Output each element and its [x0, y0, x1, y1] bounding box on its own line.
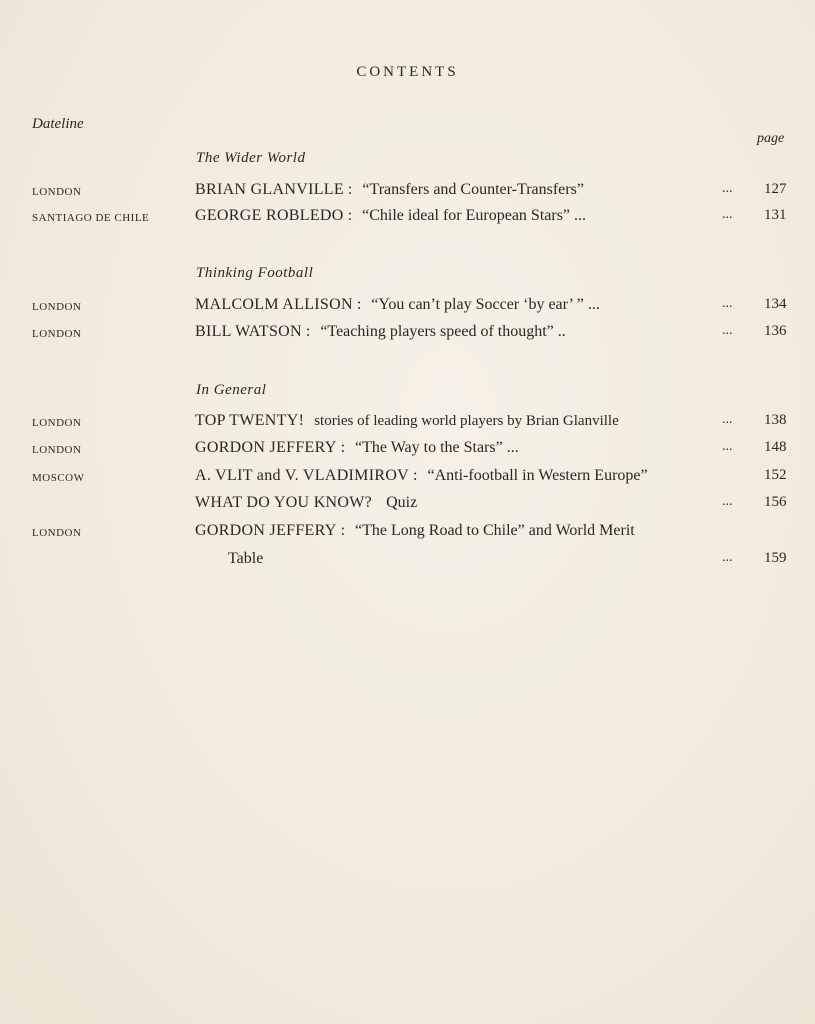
toc-entry [0, 207, 815, 231]
dateline-place: LONDON [32, 527, 82, 539]
entry-text [195, 296, 730, 314]
dateline-place: LONDON [32, 186, 82, 198]
toc-entry [0, 412, 815, 436]
dateline-place: LONDON [32, 444, 82, 456]
dateline-place: SANTIAGO DE CHILE [32, 212, 150, 224]
entry-leader: ... [722, 412, 733, 427]
entry-author: GORDON JEFFERY [195, 439, 337, 456]
entry-title: “Chile ideal for European Stars” ... [362, 207, 587, 224]
entry-leader: ... [722, 494, 733, 509]
entry-author: GEORGE ROBLEDO [195, 207, 344, 224]
entry-text [195, 467, 755, 485]
entry-title: “Transfers and Counter-Transfers” [362, 181, 584, 198]
entry-text [195, 522, 755, 540]
page-title: CONTENTS [356, 64, 459, 80]
dateline-place: LONDON [32, 301, 82, 313]
section-heading-in-general: In General [196, 382, 267, 398]
entry-author: GORDON JEFFERY [195, 522, 337, 539]
entry-title: “Anti-football in Western Europe” [427, 467, 648, 484]
entry-title: “Teaching players speed of thought” .. [320, 323, 566, 340]
entry-page-number: 136 [764, 323, 787, 339]
toc-entry-continuation [0, 550, 815, 574]
section-heading-wider-world: The Wider World [196, 150, 306, 166]
entry-page-number: 127 [764, 181, 787, 197]
entry-text [195, 494, 730, 512]
entry-separator: : [413, 467, 418, 484]
entry-title: “You can’t play Soccer ‘by ear’ ” ... [371, 296, 600, 313]
entry-title: stories of leading world players by Brian Glanville [314, 413, 619, 429]
entry-text [195, 207, 730, 225]
entry-text [195, 439, 730, 457]
toc-entry [0, 323, 815, 347]
entry-text [195, 323, 730, 341]
entry-separator: : [347, 181, 353, 198]
entry-title: Quiz [386, 494, 418, 511]
toc-entry [0, 494, 815, 518]
dateline-place: LONDON [32, 328, 82, 340]
entry-page-number: 152 [764, 467, 787, 483]
entry-author: TOP TWENTY! [195, 412, 305, 429]
toc-entry [0, 181, 815, 205]
toc-entry [0, 467, 815, 491]
entry-leader: ... [722, 439, 733, 454]
entry-title: “The Long Road to Chile” and World Merit [355, 522, 635, 539]
entry-text [195, 412, 730, 430]
dateline-place: LONDON [32, 417, 82, 429]
entry-page-number: 159 [764, 550, 787, 566]
entry-page-number: 134 [764, 296, 787, 312]
entry-leader: ... [722, 550, 733, 565]
entry-separator: : [356, 296, 362, 313]
entry-separator: : [347, 207, 353, 224]
page-column-header: page [757, 131, 785, 146]
entry-page-number: 131 [764, 207, 787, 223]
entry-author: BRIAN GLANVILLE [195, 181, 344, 198]
toc-entry [0, 439, 815, 463]
entry-leader: ... [722, 207, 733, 222]
toc-entry [0, 296, 815, 320]
entry-leader: ... [722, 181, 733, 196]
entry-title: “The Way to the Stars” ... [355, 439, 519, 456]
entry-text [195, 181, 730, 199]
entry-page-number: 148 [764, 439, 787, 455]
entry-separator: : [340, 439, 346, 456]
entry-leader: ... [722, 296, 733, 311]
dateline-column-header: Dateline [32, 116, 84, 132]
section-heading-thinking-football: Thinking Football [196, 265, 314, 281]
toc-entry [0, 522, 815, 546]
dateline-place: MOSCOW [32, 472, 85, 484]
entry-page-number: 138 [764, 412, 787, 428]
entry-author: A. VLIT and V. VLADIMIROV [195, 467, 410, 484]
continuation-text: Table [228, 550, 264, 567]
entry-author: BILL WATSON [195, 323, 302, 340]
entry-separator: : [305, 323, 311, 340]
entry-page-number: 156 [764, 494, 787, 510]
entry-separator: : [340, 522, 346, 539]
entry-leader: ... [722, 323, 733, 338]
entry-author: MALCOLM ALLISON [195, 296, 353, 313]
entry-author: WHAT DO YOU KNOW? [195, 494, 373, 511]
